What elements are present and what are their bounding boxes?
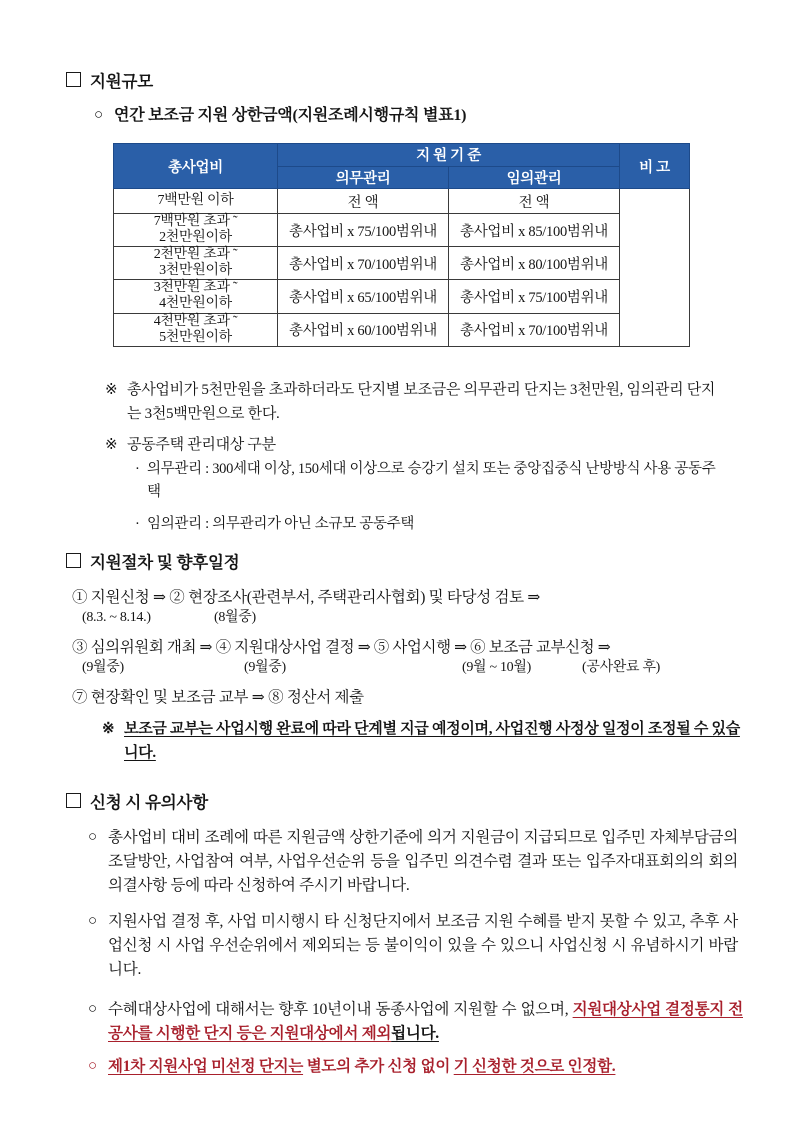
header-mandatory-management: 의무관리 <box>278 166 449 189</box>
cell-category <box>114 280 278 313</box>
cell-category <box>114 247 278 280</box>
section-heading-label: 신청 시 유의사항 <box>90 793 209 812</box>
cell-optional-value: 총사업비 x 70/100범위내 <box>449 313 620 346</box>
cell-mandatory-value: 총사업비 x 60/100범위내 <box>278 313 449 346</box>
caution-item-4 <box>88 1055 743 1079</box>
checkbox-icon <box>66 72 81 87</box>
note-phased-payment-text: 보조금 교부는 사업시행 완료에 따라 단계별 지급 예정이며, 사업진행 사정상 일정이 조정될 수 있습니다. <box>124 721 740 761</box>
section-heading-label: 지원절차 및 향후일정 <box>90 553 240 572</box>
cell-mandatory-value: 전 액 <box>278 189 449 214</box>
definition-optional-management-text: 임의관리 : 의무관리가 아닌 소규모 공동주택 <box>147 516 415 532</box>
cell-optional-value: 전 액 <box>449 189 620 214</box>
caution-item-2 <box>88 910 738 982</box>
cell-mandatory-value: 총사업비 x 65/100범위내 <box>278 280 449 313</box>
note-management-classification-text: 공동주택 관리대상 구분 <box>127 437 276 453</box>
cell-category <box>114 313 278 346</box>
cell-optional-value: 총사업비 x 80/100범위내 <box>449 247 620 280</box>
cell-category-line1: 7백만원 초과 ˜ <box>153 214 238 229</box>
process-step-line-2-steps: ③ 심의위원회 개최 ⇒ ④ 지원대상사업 결정 ⇒ ⑤ 사업시행 ⇒ ⑥ 보조금 교부신청 ⇒ <box>72 639 611 656</box>
cell-category-line2: 4천만원이하 <box>159 296 232 312</box>
cell-category-line1: 2천만원 초과 ˜ <box>153 247 238 263</box>
process-step-line-3-steps: ⑦ 현장확인 및 보조금 교부 ⇒ ⑧ 정산서 제출 <box>72 689 364 706</box>
table-row <box>114 280 690 313</box>
note-phased-payment <box>102 717 742 765</box>
caution-item-3-body <box>108 998 743 1046</box>
cell-category-line2: 2천만원이하 <box>159 230 232 246</box>
section-heading-label: 지원규모 <box>90 72 153 91</box>
circle-bullet-icon: ○ <box>88 913 97 929</box>
date-project-decision: (9월중) <box>244 660 286 676</box>
table-row <box>114 189 690 214</box>
definition-optional-management <box>135 513 725 536</box>
date-after-completion: (공사완료 후) <box>582 660 661 676</box>
reference-mark-icon: ※ <box>105 382 118 398</box>
caution-item-4-highlight-b: 기 신청한 것으로 인정함. <box>453 1058 616 1075</box>
process-step-line-1-steps: ① 지원신청 ⇒ ② 현장조사(관련부서, 주택관리사협회) 및 타당성 검토 ⇒ <box>72 589 541 606</box>
cell-category <box>114 214 278 247</box>
note-subsidy-cap <box>105 378 725 426</box>
caution-item-3 <box>88 998 743 1046</box>
table-body <box>114 189 690 347</box>
caution-item-4-body <box>108 1055 743 1079</box>
cell-category <box>114 189 278 214</box>
cell-mandatory-value: 총사업비 x 75/100범위내 <box>278 214 449 247</box>
section-heading-process-schedule <box>66 549 240 573</box>
section-heading-application-cautions <box>66 789 208 813</box>
cell-category-line1: 4천만원 초과 ˜ <box>153 313 238 329</box>
cell-category-line1: 7백만원 이하 <box>157 192 234 208</box>
caution-item-4-middle: 별도의 추가 신청 없이 <box>303 1058 454 1075</box>
date-implementation: (9월 ~ 10월) <box>462 660 531 676</box>
definition-mandatory-management-text: 의무관리 : 300세대 이상, 150세대 이상으로 승강기 설치 또는 중앙집중식 난방방식 사용 공동주택 <box>147 461 716 501</box>
caution-item-4-highlight-a: 제1차 지원사업 미선정 단지는 <box>108 1058 304 1075</box>
dot-bullet-icon: · <box>135 516 140 532</box>
circle-bullet-icon: ○ <box>88 1001 97 1017</box>
circle-bullet-icon: ○ <box>88 1058 97 1074</box>
caution-item-1 <box>88 826 738 898</box>
process-step-line-2-dates <box>72 659 762 678</box>
date-site-survey: (8월중) <box>214 610 256 626</box>
caution-item-2-text: 지원사업 결정 후, 사업 미시행시 타 신청단지에서 보조금 지원 수혜를 받지 못할 수 있고, 추후 사업신청 시 사업 우선순위에서 제외되는 등 불이익이 있을 수 있으니 사업신청 시 유념하시기 바랍니다. <box>108 913 738 979</box>
process-step-line-2 <box>72 636 762 678</box>
reference-mark-icon: ※ <box>102 721 115 737</box>
cell-optional-value: 총사업비 x 75/100범위내 <box>449 280 620 313</box>
caution-item-3-tail: 됩니다. <box>391 1025 439 1043</box>
date-application-period: (8.3. ~ 8.14.) <box>82 610 151 626</box>
reference-mark-icon: ※ <box>105 437 118 453</box>
process-step-line-3 <box>72 686 762 709</box>
caution-item-3-highlight: 지원대상사업 결정통지 전 공사를 시행한 단지 등은 지원대상에서 제외 <box>108 1001 743 1043</box>
cell-remark <box>620 189 690 347</box>
definition-mandatory-management <box>135 458 725 504</box>
dot-bullet-icon: · <box>135 461 140 477</box>
cell-category-line2: 5천만원이하 <box>159 329 232 345</box>
funding-criteria-table-wrapper <box>113 143 690 347</box>
caution-item-1-text: 총사업비 대비 조례에 따른 지원금액 상한기준에 의거 지원금이 지급되므로 입주민 자체부담금의 조달방안, 사업참여 여부, 사업우선순위 등을 입주민 의견수렴 결과 또는 입주자대표회의의 회의 의결사항 등에 따라 신청하여 주시기 바랍니다. <box>108 829 738 895</box>
table-row <box>114 247 690 280</box>
note-subsidy-cap-text: 총사업비가 5천만원을 초과하더라도 단지별 보조금은 의무관리 단지는 3천만원, 임의관리 단지는 3천5백만원으로 한다. <box>127 382 716 422</box>
header-total-cost: 총사업비 <box>114 144 278 189</box>
process-step-line-1 <box>72 586 752 628</box>
header-support-criteria: 지 원 기 준 <box>278 144 620 167</box>
circle-bullet-icon: ○ <box>94 107 103 123</box>
process-step-line-1-dates <box>72 609 752 628</box>
cell-category-line1: 3천만원 초과 ˜ <box>153 280 238 296</box>
cell-mandatory-value: 총사업비 x 70/100범위내 <box>278 247 449 280</box>
header-remark: 비 고 <box>620 144 690 189</box>
funding-criteria-table <box>113 143 690 347</box>
table-row <box>114 313 690 346</box>
note-management-classification <box>105 433 725 457</box>
subheading-annual-subsidy-cap <box>94 104 466 129</box>
table-header <box>114 144 690 189</box>
header-optional-management: 임의관리 <box>449 166 620 189</box>
cell-category-line2: 3천만원이하 <box>159 263 232 279</box>
section-heading-support-scale <box>66 68 153 92</box>
caution-item-3-plain: 수혜대상사업에 대해서는 향후 10년이내 동종사업에 지원할 수 없으며, <box>108 1001 573 1018</box>
subheading-label: 연간 보조금 지원 상한금액(지원조례시행규칙 별표1) <box>114 107 467 124</box>
checkbox-icon <box>66 793 81 808</box>
table-header-row-1 <box>114 144 690 167</box>
cell-optional-value: 총사업비 x 85/100범위내 <box>449 214 620 247</box>
circle-bullet-icon: ○ <box>88 829 97 845</box>
checkbox-icon <box>66 553 81 568</box>
date-committee: (9월중) <box>82 660 124 676</box>
table-row <box>114 214 690 247</box>
